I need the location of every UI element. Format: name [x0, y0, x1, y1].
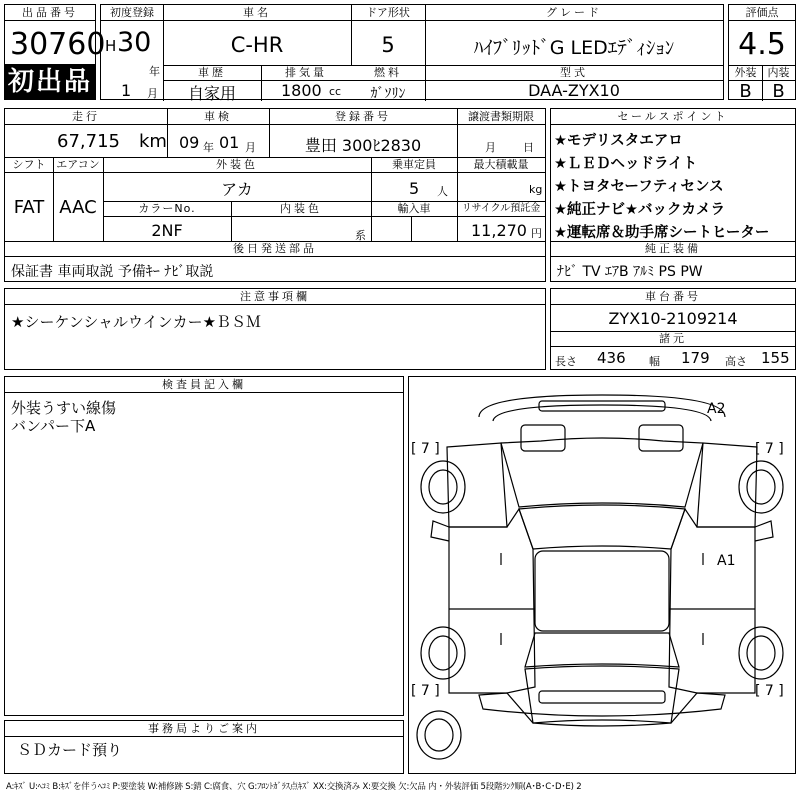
score-box [728, 4, 796, 100]
month-unit: 月 [147, 87, 158, 100]
front-bumper-outline [479, 395, 725, 417]
ac-label: エアコン [53, 157, 103, 173]
spare-tire [417, 711, 461, 759]
shift-value: FAT [13, 197, 45, 218]
capacity-value: 5 [409, 179, 420, 198]
damage-mark-a1: A1 [717, 553, 736, 569]
tire-tread-front-left: [ 7 ] [411, 441, 440, 457]
transfer-label: 譲渡書類期限 [457, 109, 545, 125]
color-no-label: カラーNo. [103, 201, 231, 217]
history-label: 車歴 [163, 65, 261, 81]
lot-label: 出品番号 [5, 5, 95, 21]
sales-point-item: ★純正ナビ★バックカメラ [554, 202, 725, 218]
sales-point-item: ★ＬＥＤヘッドライト [554, 156, 698, 172]
shift-label: シフト [5, 157, 53, 173]
front-left-tire [421, 461, 465, 513]
mileage-value: 67,715 [57, 131, 120, 152]
score-value: 4.5 [738, 27, 786, 62]
rear-right-tire [739, 627, 783, 679]
reg-no-label: 登録番号 [269, 109, 457, 125]
fuel-label: 燃料 [351, 65, 425, 81]
inspector-box [4, 376, 404, 716]
rear-bumper [479, 693, 725, 726]
width-value: 179 [681, 349, 710, 367]
model-value: DAA-ZYX10 [528, 81, 620, 100]
tire-tread-front-right: [ 7 ] [755, 441, 784, 457]
chassis-box [550, 288, 796, 370]
load-unit: kg [529, 183, 543, 196]
inspector-line: バンパー下A [11, 417, 96, 435]
chassis-value: ZYX10-2109214 [608, 309, 738, 328]
score-label: 評価点 [729, 5, 795, 21]
front-bumper-inner [493, 405, 711, 421]
doors-label: ドア形状 [351, 5, 425, 21]
chassis-label: 車台番号 [551, 289, 795, 305]
inspection-month: 01 [219, 133, 240, 152]
int-color-unit: 系 [355, 229, 366, 242]
legend-footer: A:ｷｽﾞ U:ﾍｺﾐ B:ｷｽﾞを伴うﾍｺﾐ P:要塗装 W:補修跡 S:錆 C:腐食、穴 G:ﾌﾛﾝﾄｶﾞﾗｽ点ｷｽﾞ XX:交換済み X:要交換 欠:欠品 内・外装評価 5段階ﾗﾝｸ順(A･B･C･D･E) 2 [6, 782, 582, 792]
recycle-value: 11,270 [471, 221, 527, 240]
office-box [4, 720, 404, 774]
front-fender-right [697, 443, 757, 527]
equipment-value: ﾅﾋﾞ TV ｴｱB ｱﾙﾐ PS PW [557, 264, 703, 280]
car-name-label: 車名 [163, 5, 351, 21]
displacement-value: 1800 [281, 81, 322, 100]
mileage-unit: km [139, 131, 167, 152]
fuel-value: ｶﾞｿﾘﾝ [370, 86, 406, 102]
grade-value: ﾊｲﾌﾞﾘｯﾄﾞG LEDｴﾃﾞｨｼｮﾝ [473, 37, 675, 59]
later-parts-value: 保証書 車両取説 予備ｷｰ ﾅﾋﾞ取説 [11, 264, 214, 280]
roof [535, 551, 669, 631]
int-color-label: 内装色 [231, 201, 371, 217]
mirror-left [431, 521, 449, 541]
dims-label: 諸元 [551, 331, 795, 347]
first-reg-year: 30 [117, 27, 152, 58]
width-label: 幅 [649, 355, 660, 368]
length-value: 436 [597, 349, 626, 367]
sales-points-box [550, 108, 796, 282]
damage-mark-a2: A2 [707, 401, 726, 417]
doors-value: 5 [381, 33, 395, 57]
office-value: ＳＤカード預り [17, 741, 123, 759]
notes-value: ★シーケンシャルウインカー★ＢＳＭ [11, 313, 262, 331]
color-no-value: 2NF [151, 221, 183, 240]
load-label: 最大積載量 [457, 157, 545, 173]
first-listing-badge: 初出品 [4, 64, 96, 100]
height-label: 高さ [725, 355, 747, 368]
mileage-label: 走行 [5, 109, 167, 125]
rear-plate [539, 691, 665, 703]
interior-label: 内装 [762, 65, 795, 81]
info-table [4, 108, 546, 282]
spec-table [100, 4, 724, 103]
sales-point-item: ★モデリスタエアロ [554, 133, 683, 149]
transfer-month-unit: 月 [485, 141, 496, 154]
inspection-year-unit: 年 [203, 141, 214, 154]
interior-score: B [772, 81, 785, 102]
exterior-score: B [739, 81, 752, 102]
import-label: 輸入車 [371, 201, 457, 217]
capacity-label: 乗車定員 [371, 157, 457, 173]
sales-point-item: ★トヨタセーフティセンス [554, 179, 724, 195]
recycle-label: リサイクル預託金 [457, 201, 545, 217]
inspector-line: 外装うすい線傷 [11, 399, 117, 417]
front-right-tire [739, 461, 783, 513]
history-value: 自家用 [187, 84, 236, 103]
mirror-right [755, 521, 773, 541]
model-label: 型式 [425, 65, 723, 81]
later-parts-label: 後日発送部品 [5, 241, 545, 257]
inspection-label: 車検 [167, 109, 269, 125]
sales-point-item: ★運転席＆助手席シートヒーター [554, 225, 770, 241]
transfer-day-unit: 日 [523, 141, 534, 154]
headlight-left [521, 425, 565, 451]
reg-no-value: 豊田 300ﾋ2830 [304, 136, 422, 155]
capacity-unit: 人 [437, 185, 448, 198]
ac-value: AAC [59, 197, 97, 218]
displacement-label: 排気量 [261, 65, 351, 81]
car-name: C-HR [230, 33, 284, 57]
headlight-right [639, 425, 683, 451]
era-letter: H [105, 37, 117, 55]
front-fender-left [447, 443, 507, 527]
length-label: 長さ [555, 355, 577, 368]
month-value: 1 [121, 81, 132, 100]
notes-box [4, 288, 546, 370]
ext-color-value: アカ [221, 180, 253, 199]
car-diagram-box [408, 376, 796, 774]
rear-window [525, 633, 679, 667]
inspection-month-unit: 月 [245, 141, 256, 154]
equipment-label: 純正装備 [551, 241, 795, 257]
car-diagram [409, 377, 795, 773]
inspection-year: 09 [179, 133, 200, 152]
windshield [519, 505, 685, 549]
tire-tread-rear-right: [ 7 ] [755, 683, 784, 699]
hood [501, 438, 703, 507]
ext-color-label: 外装色 [103, 157, 371, 173]
grade-label: グレード [425, 5, 723, 21]
rear-left-tire [421, 627, 465, 679]
office-label: 事務局よりご案内 [5, 721, 403, 737]
inspector-label: 検査員記入欄 [5, 377, 403, 393]
lot-number: 30760 [10, 27, 106, 62]
year-unit: 年 [149, 65, 160, 78]
displacement-unit: cc [329, 85, 342, 98]
exterior-label: 外装 [729, 65, 762, 81]
notes-label: 注意事項欄 [5, 289, 545, 305]
height-value: 155 [761, 349, 790, 367]
sales-points-label: セールスポイント [551, 109, 795, 125]
tire-tread-rear-left: [ 7 ] [411, 683, 440, 699]
first-reg-label: 初度登録 [101, 5, 163, 21]
recycle-unit: 円 [531, 227, 542, 240]
